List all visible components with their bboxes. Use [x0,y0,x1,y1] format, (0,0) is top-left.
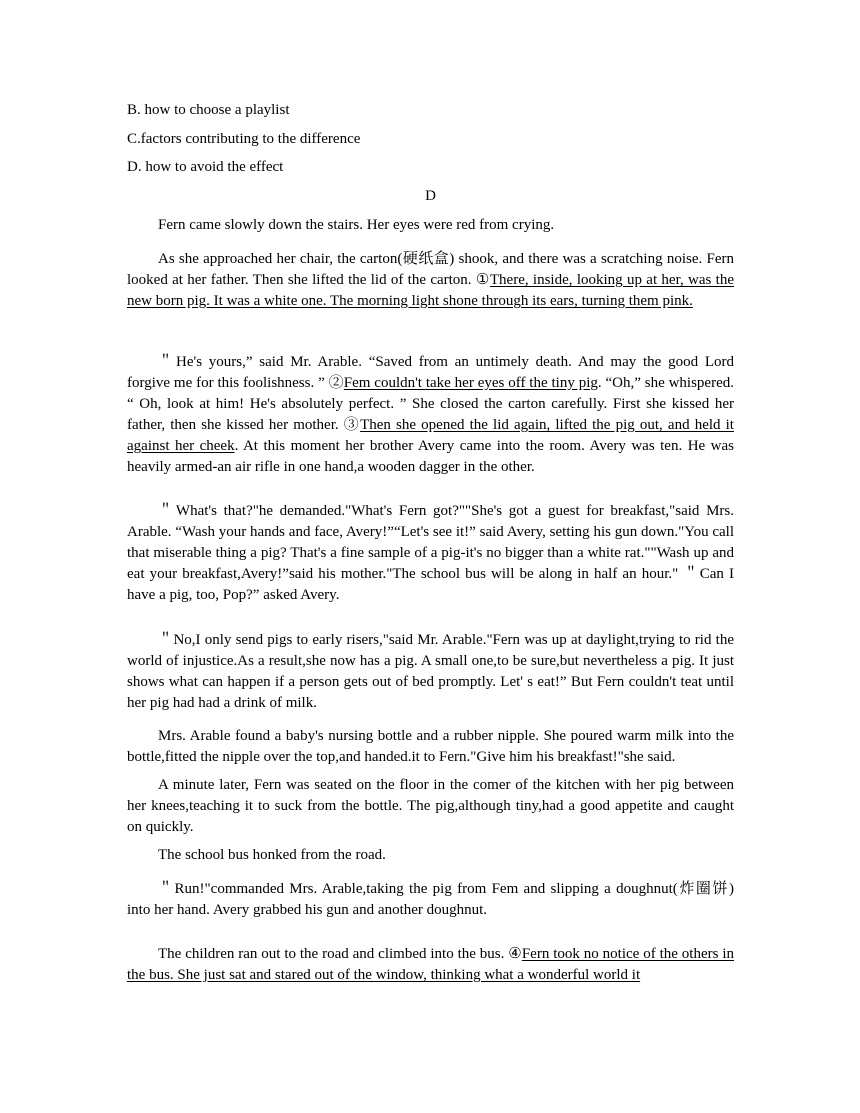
underlined-sentence-4: Fern took no notice of the others in the bus. She just sat and stared out of the window, thinking what a wonderful world it [127,946,734,983]
paragraph-1: Fern came slowly down the stairs. Her eyes were red from crying. [158,217,555,233]
paragraph-2 [127,249,734,312]
option-c: C.factors contributing to the difference [127,131,361,147]
section-heading: D [425,188,436,204]
paragraph-10-text: The children ran out to the road and climbed into the bus. ④ [158,946,522,962]
option-d: D. how to avoid the effect [127,159,284,175]
paragraph-10 [127,944,734,986]
paragraph-9: ＂Run!"commanded Mrs. Arable,taking the pig from Fem and slipping a doughnut(炸圈饼) into her hand. Avery grabbed his gun and another doughnut. [127,881,734,918]
paragraph-3-text-a: ＂He's yours,” said Mr. Arable. “Saved from an untimely death. And may the good Lord forgive me for this foolishness. ” ② [127,354,734,391]
underlined-sentence-1: There, inside, looking up at her, was the new born pig. It was a white one. The morning light shone through its ears, turning them pink. [127,272,735,309]
paragraph-3-text-c: . At this moment her brother Avery came into the room. Avery was ten. He was heavily armed-an air rifle in one hand,a wooden dagger in the other. [127,438,734,475]
underlined-sentence-2: Fem couldn't take her eyes off the tiny pig [343,375,598,391]
paragraph-7: A minute later, Fern was seated on the floor in the comer of the kitchen with her pig between her knees,teaching it to suck from the bottle. The pig,although tiny,had a good appetite and caught on quickly. [127,777,734,835]
paragraph-8: The school bus honked from the road. [158,847,386,863]
underlined-sentence-3: Then she opened the lid again, lifted the pig out, and held it against her cheek [127,417,734,454]
option-b: B. how to choose a playlist [127,102,290,118]
paragraph-3 [127,352,734,478]
paragraph-5: ＂No,I only send pigs to early risers,"said Mr. Arable."Fern was up at daylight,trying to rid the world of injustice.As a result,she now has a pig. A small one,to be sure,but nevertheless a pig. It just shows what can happen if a person gets out of bed promptly. Let' s eat!” But Fern couldn't teat until her pig had had a drink of milk. [127,632,734,711]
paragraph-3-text-b: . “Oh,” she whispered. “ Oh, look at him! He's absolutely perfect. ” She closed the carton carefully. First she kissed her father, then she kissed her mother. ③ [127,375,734,433]
paragraph-6: Mrs. Arable found a baby's nursing bottle and a rubber nipple. She poured warm milk into the bottle,fitted the nipple over the top,and handed.it to Fern."Give him his breakfast!"she said. [127,728,734,765]
paragraph-4: ＂What's that?"he demanded."What's Fern got?""She's got a guest for breakfast,"said Mrs. Arable. “Wash your hands and face, Avery!”“Let's see it!” said Avery, setting his gun down."You call that miserable thing a pig? That's a fine sample of a pig-it's no bigger than a white rat.""Wash up and eat your breakfast,Avery!”said his mother."The school bus will be along in half an hour." ＂Can I have a pig, too, Pop?” asked Avery. [127,503,734,603]
paragraph-2-text: As she approached her chair, the carton(硬纸盒) shook, and there was a scratching noise. Fern looked at her father. Then she lifted the lid of the carton. ① [127,251,734,288]
